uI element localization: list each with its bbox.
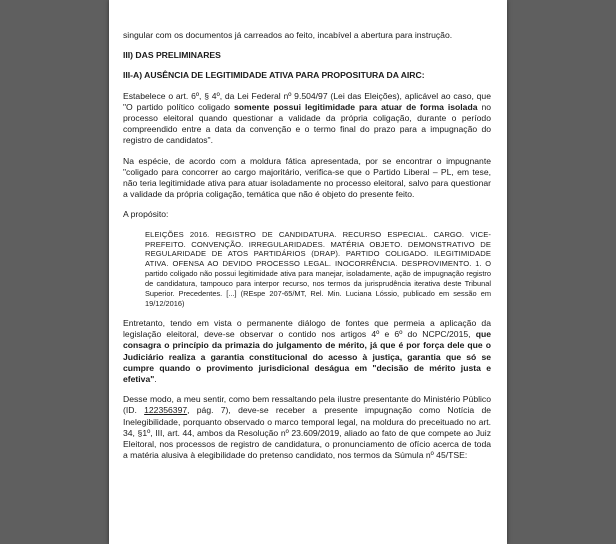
text-run: . <box>154 373 157 384</box>
jurisprudence-quote <box>145 230 491 309</box>
quote-headnote: ELEIÇÕES 2016. REGISTRO DE CANDIDATURA. RECURSO ESPECIAL. CARGO. VICE-PREFEITO. CONVENÇÃO. IRREGULARIDADES. MATÉRIA OBJETO. DEMONSTRATIVO DE REGULARIDADE DE ATOS PARTIDÁRIOS (DRAP). PARTIDO COLIGADO. ILEGITIMIDADE ATIVA. OFENSA AO DEVIDO PROCESSO LEGAL. INOCORRÊNCIA. DESPROVIMENTO. <box>145 229 491 269</box>
document-id-link[interactable]: 122356397 <box>144 405 188 416</box>
subsection-heading: III-A) AUSÊNCIA DE LEGITIMIDADE ATIVA PARA PROPOSITURA DA AIRC: <box>123 70 425 81</box>
page-content <box>123 30 491 461</box>
paragraph-case-facts: Na espécie, de acordo com a moldura fática apresentada, por se encontrar o impugnante "coligado para concorrer ao cargo majoritário, verifica-se que o Partido Liberal – PL, em tese, não teria legitimidade ativa para atuar isoladamente no processo eleitoral, salvo para questionar a validade da própria coligação, temática que não é objeto do presente feito. <box>123 155 491 200</box>
bold-text-run: somente possui legitimidade para atuar de forma isolada <box>234 101 478 112</box>
bold-text-run: que consagra o princípio da primazia do julgamento de mérito, já que é por força dele que o Judiciário realiza a garantia constitucional do acesso à justiça, garantia que só se cumpre quando o provimento jurisdicional deságua em "decisão de mérito justa e efetiva" <box>123 329 491 384</box>
section-heading: III) DAS PRELIMINARES <box>123 50 221 61</box>
text-run: no processo eleitoral quando questionar a validade da própria coligação, durante o período compreendido entre a data da convenção e o termo final do prazo para a impugnação do registro de candidatos". <box>123 101 492 146</box>
paragraph-proposito: A propósito: <box>123 209 169 220</box>
paragraph-intro: singular com os documentos já carreados ao feito, incabível a abertura para instrução. <box>123 30 453 40</box>
paragraph-legal-basis <box>123 91 491 147</box>
text-run: Entretanto, tendo em vista o permanente diálogo de fontes que permeia a aplicação da legislação eleitoral, deve-se observar o contido nos artigos 4º e 6º do NCPC/2015, <box>123 317 491 340</box>
document-page[interactable] <box>109 0 507 544</box>
paragraph-conclusion <box>123 394 491 461</box>
text-run: , pág. 7), deve-se receber a presente impugnação como Notícia de Inelegibilidade, porquanto observado o marco temporal legal, na moldura do preceituado no art. 34, §1º, III, art. 44, ambos da Resolução nº 23.609/2019, aliado ao fato de que compete ao Juiz Eleitoral, nos processos de registro de candidatura, o pronunciamento de ofício acerca de toda a matéria alusiva à elegibilidade do pretenso candidato, nos termos da Súmula nº 45/TSE: <box>123 405 491 461</box>
text-run: Desse modo, a meu sentir, como bem ressaltando pela ilustre presentante do Ministério Público (ID. <box>123 394 491 416</box>
paragraph-ncpc <box>123 318 491 385</box>
text-run: Estabelece o art. 6º, § 4º, da Lei Federal nº 9.504/97 (Lei das Eleições), aplicável ao caso, que "O partido político coligado <box>123 90 491 112</box>
quote-body: 1. O partido coligado não possui legitimidade ativa para manejar, isoladamente, ação de impugnação registro de candidatura, tampouco para interpor recurso, nos termos da jurisprudência iterativa deste Tribunal Superior. Precedentes. [...] (REspe 207-65/MT, Rel. Min. Luciana Lóssio, publicado em sessão em 19/12/2016) <box>145 259 491 308</box>
